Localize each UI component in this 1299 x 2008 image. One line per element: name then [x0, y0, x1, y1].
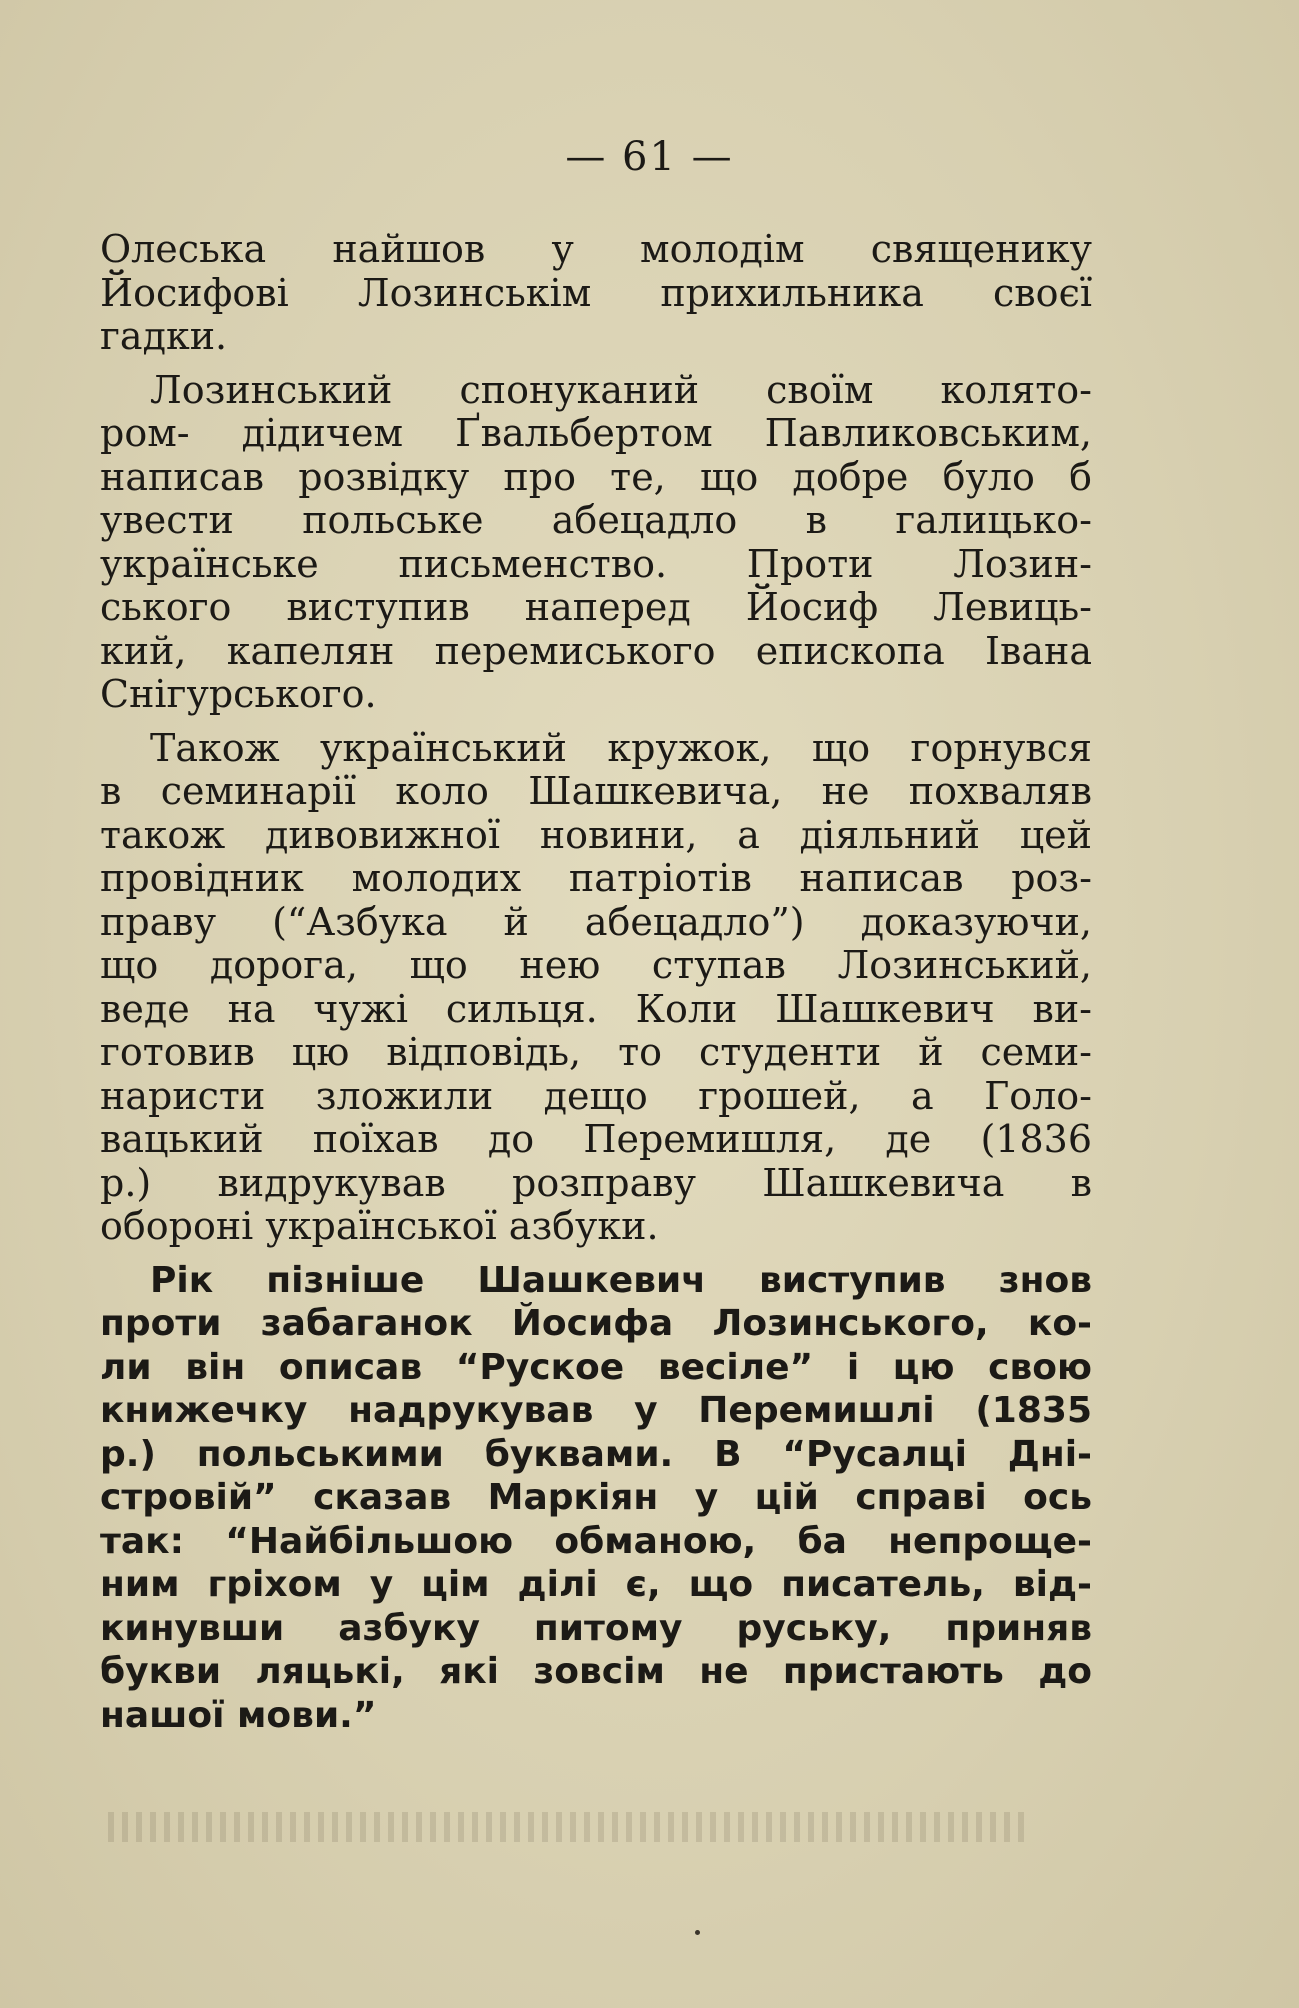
bleed-through-smudge [108, 1812, 1028, 1842]
paragraph-2 [100, 369, 1092, 717]
text-line: провідник молодих патріотів написав роз- [100, 856, 1092, 900]
text-line: книжечку надрукував у Перемишлі (1835 [100, 1390, 1092, 1431]
paragraph-3 [100, 727, 1092, 1249]
text-line: ського виступив наперед Йосиф Левиць- [100, 585, 1092, 629]
text-line: також дивовижної новини, а діяльний цей [100, 812, 1092, 857]
text-line: р.) видрукував розправу Шашкевича в [100, 1160, 1092, 1205]
text-line: в семинарії коло Шашкевича, не похваляв [100, 769, 1092, 813]
text-line: увести польське абецадло в галицько- [100, 498, 1092, 542]
text-line: р.) польськими буквами. В “Русалці Дні- [100, 1433, 1092, 1475]
ink-speck [695, 1930, 700, 1935]
text-line: готовив цю відповідь, то студенти й семи- [100, 1030, 1092, 1074]
text-line: ли він описав “Руское весіле” і цю свою [100, 1346, 1092, 1388]
text-line: обороні української азбуки. [100, 1204, 659, 1248]
text-line: Також український кружок, що горнувся [150, 725, 1092, 770]
text-line: нашої мови.” [100, 1694, 377, 1736]
text-line: що дорога, що нею ступав Лозинський, [100, 943, 1092, 987]
text-line: так: “Найбільшою обманою, ба непроще- [100, 1520, 1092, 1562]
text-line: наристи зложили дещо грошей, а Голо- [100, 1073, 1092, 1118]
text-line: Олеська найшов у молодім священику [100, 227, 1092, 271]
text-line: ним гріхом у цім ділі є, що писатель, від- [100, 1564, 1092, 1605]
body-text [100, 228, 1092, 1747]
text-line: букви ляцькі, які зовсім не пристають до [100, 1651, 1092, 1692]
paragraph-1 [100, 228, 1092, 359]
text-line: кий, капелян перемиського епископа Івана [100, 628, 1092, 673]
text-line: Снігурського. [100, 672, 377, 716]
text-line: українське письменство. Проти Лозин- [100, 541, 1092, 586]
text-line: кинувши азбуку питому руську, приняв [100, 1607, 1092, 1649]
text-line: гадки. [100, 314, 228, 358]
text-line: Лозинський спонуканий своїм колято- [150, 367, 1092, 412]
text-line: стровій” сказав Маркіян у цій справі ось [100, 1477, 1092, 1518]
text-line: Йосифові Лозинськім прихильника своєї [100, 270, 1092, 315]
text-line: проти забаганок Йосифа Лозинського, ко- [100, 1303, 1092, 1344]
text-line: Рік пізніше Шашкевич виступив знов [150, 1259, 1092, 1301]
text-line: праву (“Азбука й абецадло”) доказуючи, [100, 899, 1092, 944]
paragraph-4 [100, 1259, 1092, 1738]
text-line: ром- дідичем Ґвальбертом Павликовським, [100, 411, 1092, 455]
page-number: — 61 — [565, 134, 734, 180]
text-line: веде на чужі сильця. Коли Шашкевич ви- [100, 986, 1092, 1031]
text-line: вацький поїхав до Перемишля, де (1836 [100, 1117, 1092, 1161]
text-line: написав розвідку про те, що добре було б [100, 454, 1092, 499]
